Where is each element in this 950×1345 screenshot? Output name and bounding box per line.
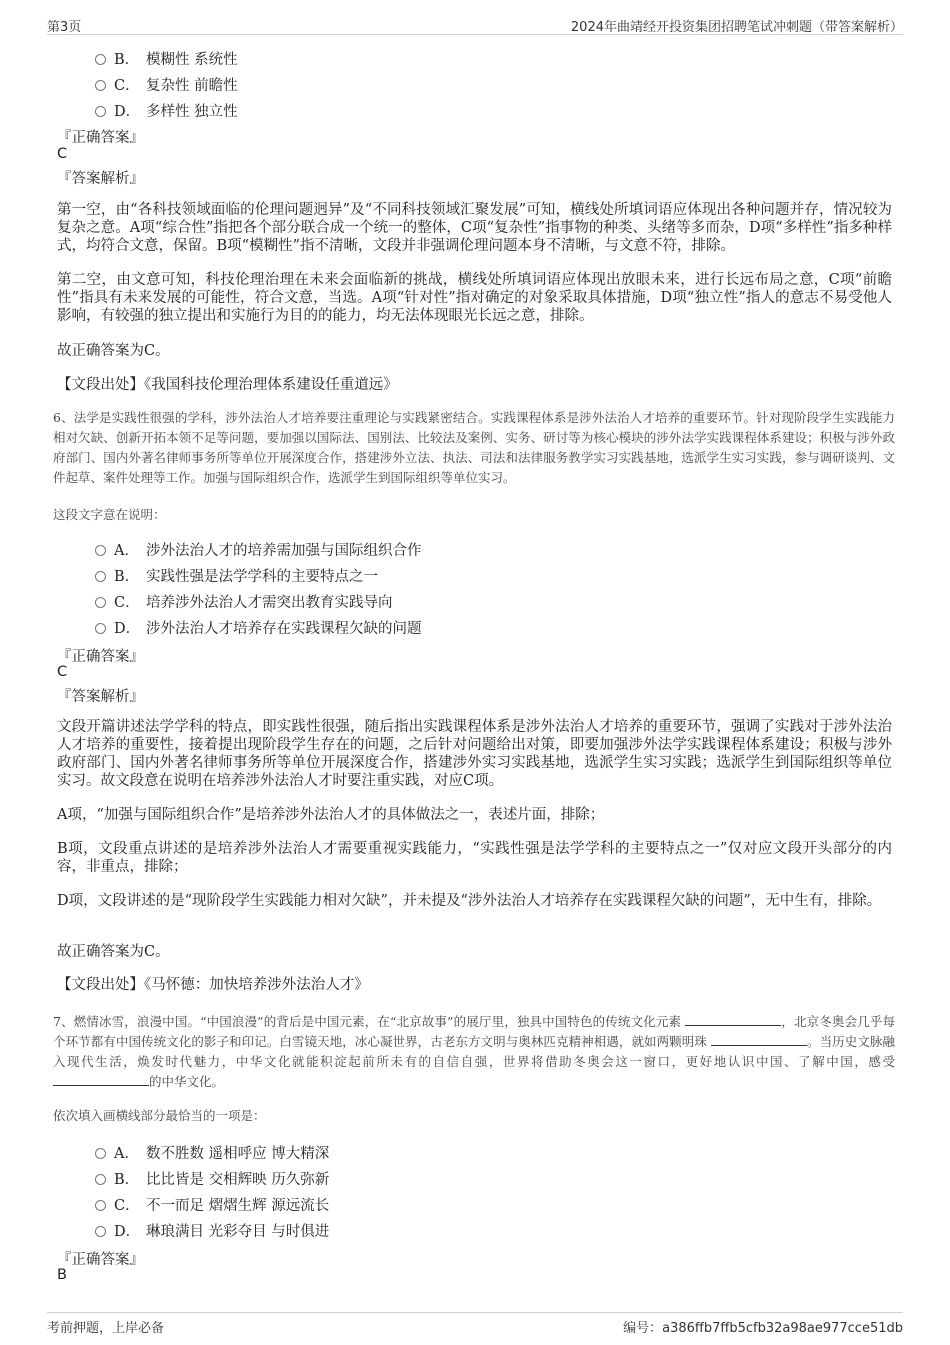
- blank-line: [711, 1033, 807, 1046]
- q6-option-d[interactable]: D． 涉外法治人才培养存在实践课程欠缺的问题: [95, 617, 422, 638]
- q7-option-b[interactable]: B． 比比皆是 交相辉映 历久弥新: [95, 1168, 329, 1189]
- radio-icon[interactable]: [95, 1148, 106, 1159]
- blank-line: [685, 1013, 781, 1026]
- q7-answer: B: [57, 1267, 67, 1283]
- q6-answer: C: [57, 664, 68, 680]
- q5-analysis-label: 『答案解析』: [57, 171, 144, 187]
- radio-icon[interactable]: [95, 1226, 106, 1237]
- radio-icon[interactable]: [95, 54, 106, 65]
- q5-option-b[interactable]: B． 模糊性 系统性: [95, 48, 238, 69]
- q6-option-b[interactable]: B． 实践性强是法学学科的主要特点之一: [95, 565, 378, 586]
- q7-option-a[interactable]: A． 数不胜数 遥相呼应 博大精深: [95, 1142, 329, 1163]
- q6-analysis-p4: D项，文段讲述的是“现阶段学生实践能力相对欠缺”，并未提及“涉外法治人才培养存在实践课程欠缺的问题”，无中生有，排除。: [57, 893, 882, 909]
- footer-slogan: 考前押题，上岸必备: [47, 1321, 165, 1336]
- q5-option-c[interactable]: C． 复杂性 前瞻性: [95, 74, 238, 95]
- q6-analysis-p2: A项，“加强与国际组织合作”是培养涉外法治人才的具体做法之一，表述片面，排除；: [57, 807, 605, 823]
- q6-answer-label: 『正确答案』: [57, 649, 144, 665]
- radio-icon[interactable]: [95, 1200, 106, 1211]
- q7-option-d[interactable]: D． 琳琅满目 光彩夺目 与时俱进: [95, 1220, 329, 1241]
- q6-prompt: 这段文字意在说明：: [53, 507, 166, 522]
- q5-answer-label: 『正确答案』: [57, 130, 144, 146]
- q6-analysis-label: 『答案解析』: [57, 689, 144, 705]
- q5-answer: C: [57, 146, 68, 162]
- blank-line: [53, 1073, 149, 1086]
- radio-icon[interactable]: [95, 545, 106, 556]
- q5-analysis-p3: 故正确答案为C。: [57, 343, 170, 359]
- q6-analysis-p3: B项，文段重点讲述的是培养涉外法治人才需要重视实践能力，“实践性强是法学学科的主要特点之一”仅对应文段开头部分的内容，非重点，排除；: [57, 841, 892, 875]
- radio-icon[interactable]: [95, 597, 106, 608]
- radio-icon[interactable]: [95, 623, 106, 634]
- page-footer: [47, 1312, 903, 1337]
- q7-answer-label: 『正确答案』: [57, 1252, 144, 1268]
- q6-option-c[interactable]: C． 培养涉外法治人才需突出教育实践导向: [95, 591, 393, 612]
- document-title: 2024年曲靖经开投资集团招聘笔试冲刺题（带答案解析）: [570, 20, 903, 35]
- document-id: 编号：a386ffb7ffb5cfb32a98ae977cce51db: [623, 1321, 903, 1336]
- radio-icon[interactable]: [95, 80, 106, 91]
- q6-question: 6、法学是实践性很强的学科，涉外法治人才培养要注重理论与实践紧密结合。实践课程体系是涉外法治人才培养的重要环节。针对现阶段学生实践能力相对欠缺、创新开拓本领不足等问题，要加强以国际法、国别法、比较法及案例、实务、研讨等为核心模块的涉外法学实践课程体系建设；积极与涉外政府部门、国内外著名律师事务所等单位开展深度合作，搭建涉外立法、执法、司法和法律服务教学实习实践基地，选派学生实习实践，参与调研谈判、文件起草、案件处理等工作。加强与国际组织合作，选派学生到国际组织等单位实习。: [53, 410, 895, 485]
- page-number: 第3页: [47, 20, 82, 35]
- q6-source: 【文段出处】《马怀德：加快培养涉外法治人才》: [57, 977, 369, 993]
- q5-analysis-p1: 第一空，由“各科技领域面临的伦理问题迥异”及“不同科技领域汇聚发展”可知，横线处所填词语应体现出各种问题并存，情况较为复杂之意。A项“综合性”指把各个部分联合成一个统一的整体，C项“复杂性”指事物的种类、头绪等多而杂，D项“多样性”指多种样式，均符合文意，保留。B项“模糊性”指不清晰，文段并非强调伦理问题本身不清晰，与文意不符，排除。: [57, 202, 892, 254]
- q5-option-d[interactable]: D． 多样性 独立性: [95, 100, 238, 121]
- q6-option-a[interactable]: A． 涉外法治人才的培养需加强与国际组织合作: [95, 539, 422, 560]
- q5-analysis-p2: 第二空，由文意可知，科技伦理治理在未来会面临新的挑战，横线处所填词语应体现出放眼未来，进行长远布局之意，C项“前瞻性”指具有未来发展的可能性，符合文意，当选。A项“针对性”指对确定的对象采取具体措施，D项“独立性”指人的意志不易受他人影响，有较强的独立提出和实施行为目的的能力，均无法体现眼光长远之意，排除。: [57, 272, 892, 324]
- radio-icon[interactable]: [95, 1174, 106, 1185]
- q6-analysis-p1: 文段开篇讲述法学学科的特点，即实践性很强，随后指出实践课程体系是涉外法治人才培养的重要环节，强调了实践对于涉外法治人才培养的重要性，接着提出现阶段学生存在的问题，之后针对问题给出对策，即要加强涉外法学实践课程体系建设；积极与涉外政府部门、国内外著名律师事务所等单位开展深度合作，搭建涉外实习实践基地，选派学生实习实践；选派学生到国际组织等单位实习。故文段意在说明在培养涉外法治人才时要注重实践，对应C项。: [57, 719, 892, 789]
- q6-analysis-p5: 故正确答案为C。: [57, 944, 170, 960]
- page-header: [47, 14, 903, 35]
- radio-icon[interactable]: [95, 106, 106, 117]
- q7-option-c[interactable]: C． 不一而足 熠熠生辉 源远流长: [95, 1194, 329, 1215]
- q7-prompt: 依次填入画横线部分最恰当的一项是：: [53, 1108, 266, 1123]
- q5-source: 【文段出处】《我国科技伦理治理体系建设任重道远》: [57, 377, 398, 393]
- radio-icon[interactable]: [95, 571, 106, 582]
- q7-question: 7、燃情冰雪，浪漫中国。“中国浪漫”的背后是中国元素，在“北京故事”的展厅里，独具中国特色的传统文化元素 ，北京冬奥会几乎每个环节都有中国传统文化的影子和印记。白雪镜天地，冰心凝世界，古老东方文明与奥林匹克精神相遇，就如两颗明珠 。当历史文脉融入现代生活，焕发时代魅力，中华文化就能积淀起前所未有的自信自强，世界将借助冬奥会这一窗口，更好地认识中国、了解中国，感受 的中华文化。: [53, 1014, 895, 1089]
